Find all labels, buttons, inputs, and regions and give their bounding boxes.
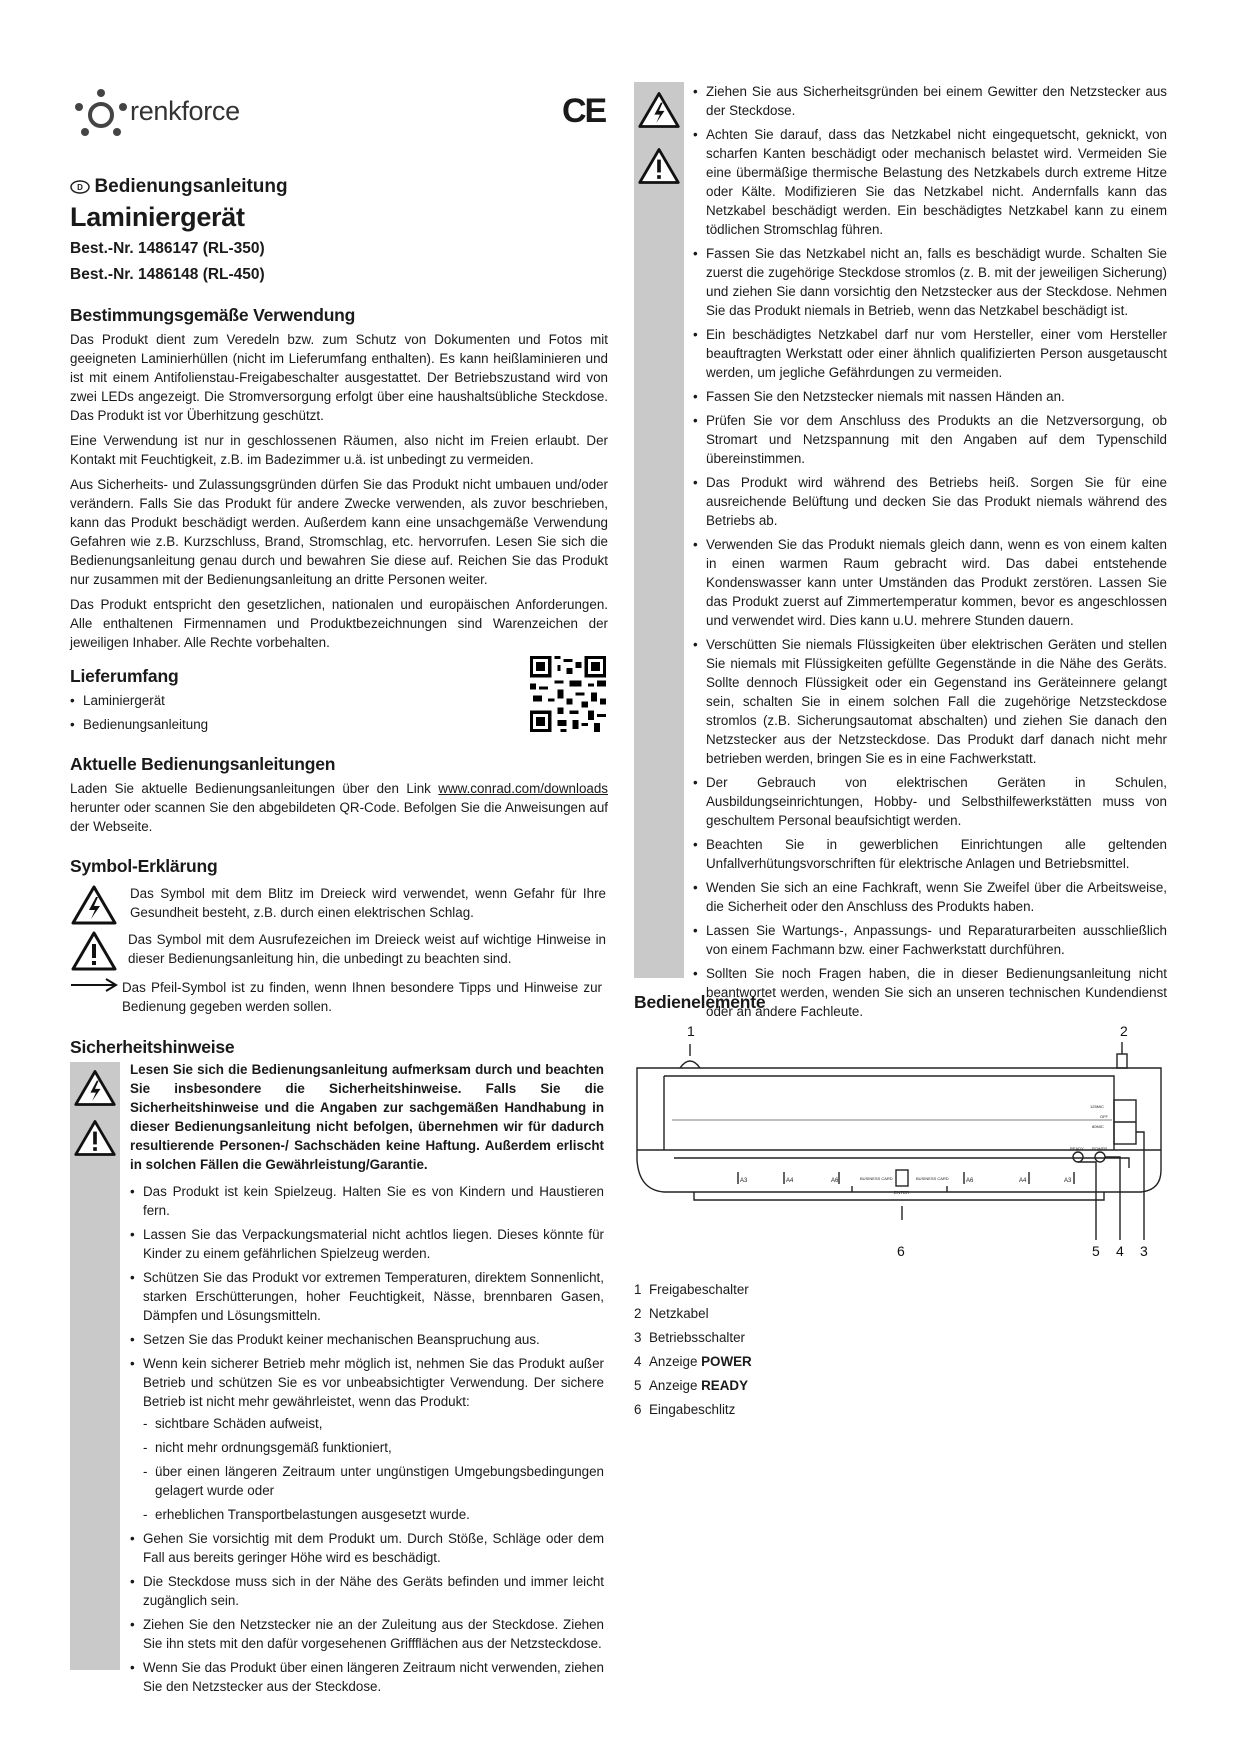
business-card-left: BUSINESS CARD	[860, 1176, 893, 1181]
current-manuals-text	[70, 779, 608, 836]
mode-125mic: 125MIC	[1090, 1104, 1105, 1109]
controls-title: Bedienelemente	[634, 992, 766, 1012]
current-manuals-title: Aktuelle Bedienungsanleitungen	[70, 754, 336, 774]
list-item	[634, 1350, 752, 1374]
list-item: • Das Produkt ist kein Spielzeug. Halten Sie es von Kindern und Haustieren fern.	[130, 1182, 604, 1220]
list-item: • Fassen Sie das Netzkabel nicht an, falls es beschädigt wurde. Schalten Sie zuerst die zugehörige Steckdose stromlos (z. B. mit der jeweiligen Sicherung) und ziehen Sie dann vorsichtig den Netzstecker aus der Steckdose. Nehmen Sie das Produkt niemals in Betrieb, wenn das Netzkabel beschädigt ist.	[693, 244, 1167, 320]
lightning-warning-icon	[637, 90, 681, 130]
symbols-title-text: Symbol-Erklärung	[70, 856, 218, 876]
item-text: Freigabeschalter	[649, 1282, 749, 1297]
item-text: Anzeige	[649, 1354, 702, 1369]
item-bold: READY	[701, 1378, 748, 1393]
size-mark-a4-right: A4	[1019, 1178, 1027, 1184]
list-item: • Ziehen Sie den Netzstecker nie an der Zuleitung aus der Steckdose. Ziehen Sie ihn stets mit den dafür vorgesehenen Griffflächen aus der Netzsteckdose.	[130, 1615, 604, 1653]
list-item: • Beachten Sie in gewerblichen Einrichtungen alle geltenden Unfallverhütungsvorschriften für elektrische Anlagen und Betriebsmittel.	[693, 835, 1167, 873]
size-mark-a6-right: A6	[966, 1178, 974, 1184]
item-number: 4	[634, 1354, 642, 1369]
list-item	[130, 1354, 604, 1524]
list-item: • Die Steckdose muss sich in der Nähe des Geräts befinden und immer leicht zugänglich sein.	[130, 1572, 604, 1610]
list-item	[634, 1278, 752, 1302]
exclamation-warning-icon	[637, 146, 681, 186]
list-item: • Der Gebrauch von elektrischen Geräten in Schulen, Ausbildungseinrichtungen, Hobby- und Selbsthilfewerkstätten muss von geschultem Personal beaufsichtigt werden.	[693, 773, 1167, 830]
item-text: Anzeige	[649, 1378, 702, 1393]
list-item: • Verschütten Sie niemals Flüssigkeiten über elektrischen Geräten und stellen Sie niemals mit Flüssigkeiten gefüllte Gegenstände in die Nähe des Geräts. Sollte dennoch Flüssigkeit oder ein Gegenstand ins Geräteinnere gelangt sein, schalten Sie in einem solchen Fall die zugehörige Netzsteckdose stromlos (z.B. Sicherungsautomat abschalten) und ziehen Sie danach den Netzstecker aus der Netzsteckdose. Das Produkt darf danach nicht mehr betrieben werden, bringen Sie es in eine Fachwerkstatt.	[693, 635, 1167, 768]
renkforce-logo-icon	[70, 88, 132, 138]
intended-use-p3: Aus Sicherheits- und Zulassungsgründen dürfen Sie das Produkt nicht umbauen und/oder verändern. Falls Sie das Produkt für andere Zwecke verwenden, als zuvor beschrieben, kann das Produkt beschädigt werden. Außerdem kann eine unsachgemäße Verwendung Gefahren wie z.B. Kurzschluss, Brand, Stromschlag, etc. hervorrufen. Lesen Sie sich die Bedienungsanleitung genau durch und bewahren Sie diese auf. Reichen Sie das Produkt nur zusammen mit der Bedienungsanleitung an dritte Personen weiter.	[70, 477, 608, 587]
lightning-warning-icon	[73, 1068, 117, 1108]
brand-logo	[70, 88, 260, 138]
item-text: Eingabeschlitz	[649, 1402, 736, 1417]
symbol-exclamation-text: Das Symbol mit dem Ausrufezeichen im Dreieck weist auf wichtige Hinweise in dieser Bedienungsanleitung hin, die unbedingt zu beachten sind.	[128, 932, 606, 966]
brand-name: renkforce	[130, 96, 240, 126]
mode-off: OFF	[1100, 1114, 1108, 1119]
list-item: • Prüfen Sie vor dem Anschluss des Produkts an die Netzversorgung, ob Stromart und Netzspannung mit den Angaben auf dem Typenschild übereinstimmen.	[693, 411, 1167, 468]
safety-intro: Lesen Sie sich die Bedienungsanleitung aufmerksam durch und beachten Sie insbesondere die Sicherheitshinweise. Falls Sie die Sicherheitshinweise und die Angaben zur sachgemäßen Handhabung in dieser Bedienungsanleitung nicht befolgen, übernehmen wir für dadurch resultierende Personen-/ Sachschäden keine Haftung. Außerdem erlischt in solchen Fällen die Gewährleistung/Garantie.	[130, 1062, 604, 1172]
size-mark-a6-left: A6	[831, 1178, 839, 1184]
intended-use-p1: Das Produkt dient zum Veredeln bzw. zum Schutz von Dokumenten und Fotos mit geeigneten Laminierhüllen (nicht im Lieferumfang enthalten). Es kann heißlaminieren und ist mit einem Antifolienstau-Freigabeschalter ausgestattet. Der Betriebszustand wird von zwei LEDs angezeigt. Die Stromversorgung erfolgt über eine haushaltsübliche Steckdose. Das Produkt ist vor Überhitzung geschützt.	[70, 332, 608, 423]
intended-use-p2: Eine Verwendung ist nur in geschlossenen Räumen, also nicht im Freien erlaubt. Der Kontakt mit Feuchtigkeit, z.B. im Badezimmer u.ä. ist unbedingt zu vermeiden.	[70, 433, 608, 467]
order-number-2: Best.-Nr. 1486148 (RL-450)	[70, 266, 265, 283]
current-manuals-text-after: herunter oder scannen Sie den abgebildeten QR-Code. Befolgen Sie die Anweisungen auf der Webseite.	[70, 800, 608, 834]
sub-list-item: - sichtbare Schäden aufweist,	[143, 1414, 604, 1433]
list-item: • Das Produkt wird während des Betriebs heiß. Sorgen Sie für eine ausreichende Belüftung und decken Sie das Produkt niemals während des Betriebs ab.	[693, 473, 1167, 530]
item-number: 3	[634, 1330, 642, 1345]
intended-use-title: Bestimmungsgemäße Verwendung	[70, 305, 356, 325]
list-item: • Setzen Sie das Produkt keiner mechanischen Beanspruchung aus.	[130, 1330, 604, 1349]
sub-list-item: - nicht mehr ordnungsgemäß funktioniert,	[143, 1438, 604, 1457]
safety-list-right	[693, 82, 1167, 1021]
list-item	[634, 1374, 752, 1398]
callout-6: 6	[897, 1243, 905, 1259]
list-item: • Bedienungsanleitung	[70, 715, 490, 734]
list-item: • Ziehen Sie aus Sicherheitsgründen bei einem Gewitter den Netzstecker aus der Steckdose.	[693, 82, 1167, 120]
list-item: • Ein beschädigtes Netzkabel darf nur vom Hersteller, einer vom Hersteller beauftragten Werkstatt oder einer ähnlich qualifizierten Person ausgetauscht werden, um jegliche Gefährdungen zu vermeiden.	[693, 325, 1167, 382]
safety-list-left	[130, 1182, 604, 1696]
ce-mark: CE	[562, 92, 606, 130]
controls-list	[634, 1278, 752, 1422]
symbol-arrow-text: Das Pfeil-Symbol ist zu finden, wenn Ihnen besondere Tipps und Hinweise zur Bedienung gegeben werden sollen.	[122, 980, 602, 1014]
list-item: • Schützen Sie das Produkt vor extremen Temperaturen, direktem Sonnenlicht, starken Erschütterungen, hoher Feuchtigkeit, Nässe, brennbaren Gasen, Dämpfen und Lösungsmitteln.	[130, 1268, 604, 1325]
business-card-right: BUSINESS CARD	[916, 1176, 949, 1181]
list-item: • Verwenden Sie das Produkt niemals gleich dann, wenn es von einem kalten in einen warmen Raum gebracht wird. Das dabei entstehende Kondenswasser kann unter Umständen das Produkt zerstören. Lassen Sie das Produkt zuerst auf Zimmertemperatur kommen, bevor es angeschlossen und verwendet wird. Dies kann u.U. mehrere Stunden dauern.	[693, 535, 1167, 630]
delivery-title: Lieferumfang	[70, 666, 179, 686]
list-item	[634, 1326, 752, 1350]
sub-list-item: - erheblichen Transportbelastungen ausgesetzt wurde.	[143, 1505, 604, 1524]
item-number: 1	[634, 1282, 642, 1297]
list-item: • Achten Sie darauf, dass das Netzkabel nicht eingequetscht, geknickt, von scharfen Kanten beschädigt oder mechanisch belastet wird. Vermeiden Sie eine übermäßige thermische Belastung des Netzkabels durch extreme Hitze oder Kälte. Modifizieren Sie das Netzkabel nicht. Andernfalls kann das Netzkabel beschädigt werden. Ein beschädigtes Netzkabel kann zu einem tödlichen Stromschlag führen.	[693, 125, 1167, 239]
item-number: 5	[634, 1378, 642, 1393]
lightning-warning-icon	[70, 884, 118, 926]
list-item: • Wenden Sie sich an eine Fachkraft, wenn Sie Zweifel über die Arbeitsweise, die Sicherheit oder den Anschluss des Produkts haben.	[693, 878, 1167, 916]
symbol-lightning-text: Das Symbol mit dem Blitz im Dreieck wird verwendet, wenn Gefahr für Ihre Gesundheit besteht, z.B. durch einen elektrischen Schlag.	[130, 886, 606, 920]
size-mark-a3-left: A3	[740, 1178, 748, 1184]
exclamation-warning-icon	[73, 1118, 117, 1158]
size-mark-a3-right: A3	[1064, 1178, 1072, 1184]
item-bold: POWER	[701, 1354, 752, 1369]
enter-label: ENTER	[894, 1190, 910, 1195]
list-item	[634, 1398, 752, 1422]
delivery-list	[70, 691, 490, 734]
callout-5: 5	[1092, 1243, 1100, 1259]
list-item: • Sollten Sie noch Fragen haben, die in dieser Bedienungsanleitung nicht beantwortet werden, wenden Sie sich an unseren technischen Kundendienst oder an andere Fachleute.	[693, 964, 1167, 1021]
led-ready-label: READY	[1070, 1146, 1084, 1151]
safety-right-grey-bar	[634, 82, 684, 978]
list-item: • Lassen Sie Wartungs-, Anpassungs- und Reparaturarbeiten ausschließlich von einem Fachmann bzw. einer Fachwerkstatt durchführen.	[693, 921, 1167, 959]
list-item	[634, 1302, 752, 1326]
manual-label-row	[70, 176, 288, 198]
callout-3: 3	[1140, 1243, 1148, 1259]
exclamation-warning-icon	[70, 930, 118, 972]
list-item: • Laminiergerät	[70, 691, 490, 710]
list-item: • Fassen Sie den Netzstecker niemals mit nassen Händen an.	[693, 387, 1167, 406]
current-manuals-text-before: Laden Sie aktuelle Bedienungsanleitungen über den Link	[70, 781, 439, 796]
led-power-label: POWER	[1092, 1146, 1108, 1151]
safety-title: Sicherheitshinweise	[70, 1037, 235, 1057]
list-item: • Gehen Sie vorsichtig mit dem Produkt um. Durch Stöße, Schläge oder dem Fall aus bereits geringer Höhe wird es beschädigt.	[130, 1529, 604, 1567]
downloads-link[interactable]: www.conrad.com/downloads	[438, 781, 608, 796]
svg-text:D: D	[77, 183, 83, 192]
callout-1: 1	[687, 1023, 695, 1039]
list-item-text: Wenn kein sicherer Betrieb mehr möglich ist, nehmen Sie das Produkt außer Betrieb und schützen Sie es vor unbeabsichtigter Verwendung. Der sichere Betrieb ist nicht mehr gewährleistet, wenn das Produkt:	[143, 1356, 604, 1409]
sub-list	[143, 1414, 604, 1524]
callout-4: 4	[1116, 1243, 1124, 1259]
item-text: Netzkabel	[649, 1306, 709, 1321]
size-mark-a4-left: A4	[786, 1178, 794, 1184]
callout-2: 2	[1120, 1023, 1128, 1039]
item-number: 6	[634, 1402, 642, 1417]
list-item: • Lassen Sie das Verpackungsmaterial nicht achtlos liegen. Dieses könnte für Kinder zu einem gefährlichen Spielzeug werden.	[130, 1225, 604, 1263]
sub-list-item: - über einen längeren Zeitraum unter ungünstigen Umgebungsbedingungen gelagert wurde oder	[143, 1462, 604, 1500]
qr-code	[530, 656, 606, 732]
product-title: Laminiergerät	[70, 202, 245, 232]
laminator-diagram	[634, 1020, 1174, 1260]
item-text: Betriebsschalter	[649, 1330, 746, 1345]
item-number: 2	[634, 1306, 642, 1321]
book-icon	[70, 180, 90, 194]
order-number-1: Best.-Nr. 1486147 (RL-350)	[70, 240, 265, 257]
manual-label: Bedienungsanleitung	[94, 176, 288, 197]
arrow-right-icon	[70, 978, 118, 992]
intended-use-p4: Das Produkt entspricht den gesetzlichen, nationalen und europäischen Anforderungen. Alle enthaltenen Firmennamen und Produktbezeichnungen sind Warenzeichen der jeweiligen Inhaber. Alle Rechte vorbehalten.	[70, 597, 608, 650]
list-item: • Wenn Sie das Produkt über einen längeren Zeitraum nicht verwenden, ziehen Sie den Netzstecker aus der Steckdose.	[130, 1658, 604, 1696]
mode-80mic: 80MIC	[1092, 1124, 1104, 1129]
